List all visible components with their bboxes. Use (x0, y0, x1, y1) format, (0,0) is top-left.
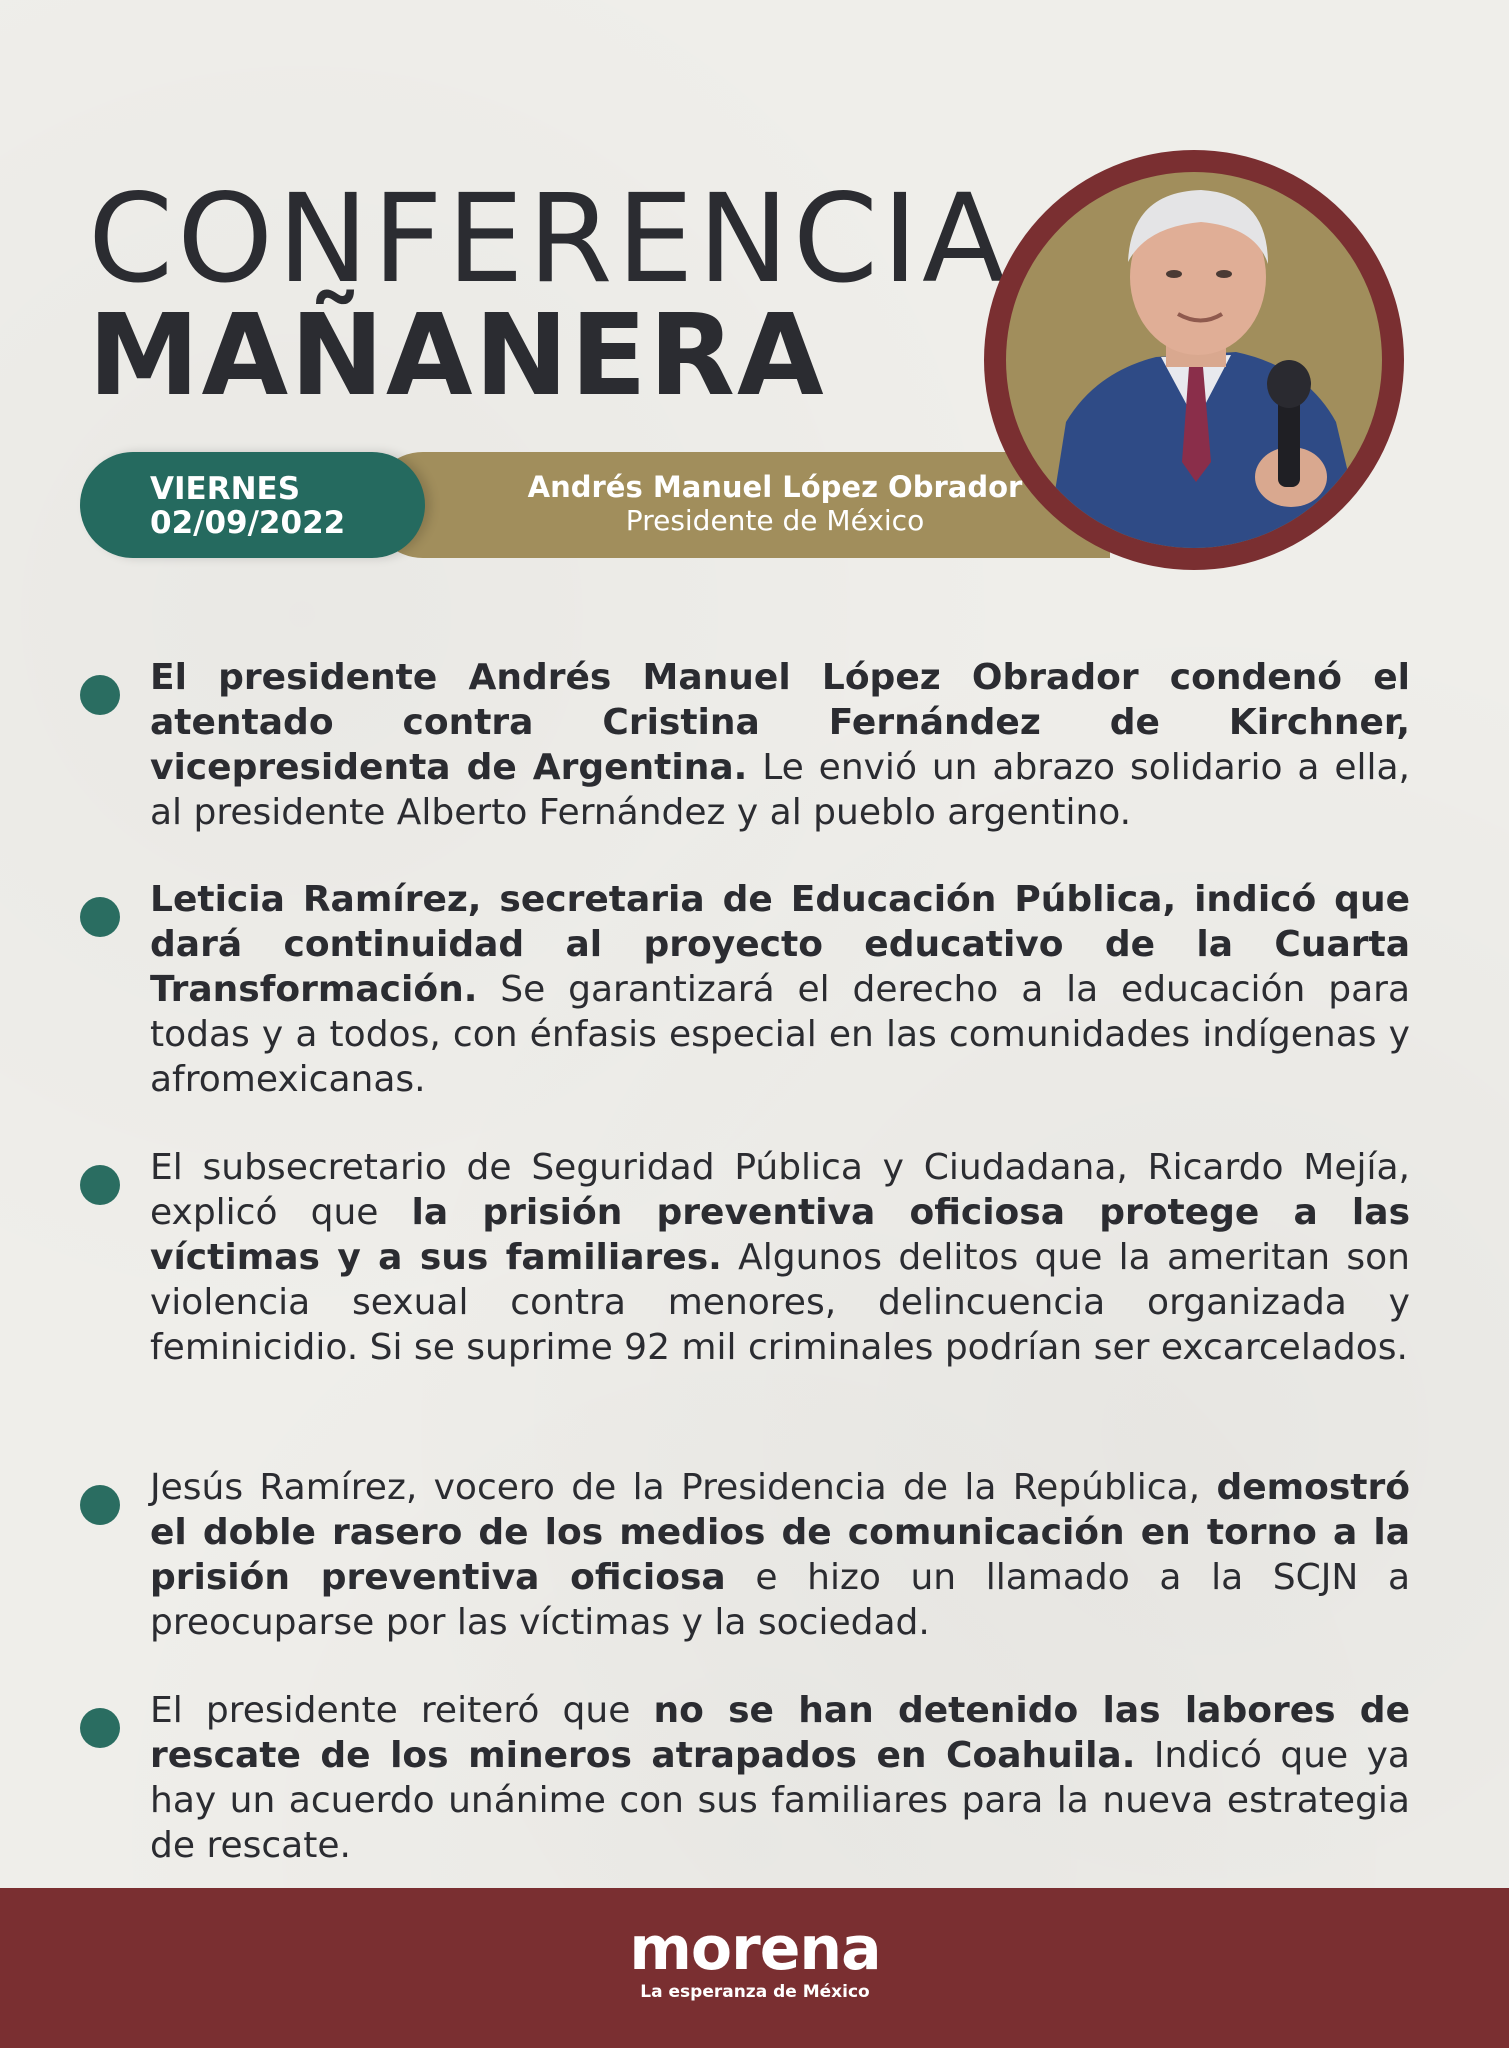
item-lead: El subsecretario de Seguridad Pública y Ciudadana, Ricardo Mejía, explicó que (150, 1147, 1410, 1233)
morena-logo (620, 1914, 890, 2002)
item-bold: El presidente Andrés Manuel López Obrador condenó el atentado contra Cristina Fernández de Kirchner, vicepresidenta de Argentina. (150, 657, 1410, 788)
item-bold: la prisión preventiva oficiosa protege a las víctimas y a sus familiares. (150, 1192, 1410, 1278)
date-day: VIERNES (150, 471, 301, 507)
bullet-dot (80, 1165, 120, 1205)
item-lead: Jesús Ramírez, vocero de la Presidencia de la República, (150, 1467, 1217, 1508)
speaker-role: Presidente de México (625, 504, 925, 537)
item-text (150, 1688, 1410, 1868)
item-text (150, 655, 1410, 835)
date-badge (80, 452, 425, 558)
speaker-info (440, 470, 1110, 538)
bullet-dot (80, 675, 120, 715)
info-band (80, 452, 1140, 558)
person-illustration (1006, 172, 1382, 548)
item-body: Le envió un abrazo solidario a ella, al presidente Alberto Fernández y al pueblo argentino. (150, 747, 1410, 833)
item-bold: no se han detenido las labores de rescate de los mineros atrapados en Coahuila. (150, 1690, 1410, 1776)
date-value: 02/09/2022 (150, 505, 346, 541)
item-body: Indicó que ya hay un acuerdo unánime con sus familiares para la nueva estrategia de rescate. (150, 1735, 1410, 1866)
item-body: Algunos delitos que la ameritan son violencia sexual contra menores, delincuencia organizada y feminicidio. Si se suprime 92 mil criminales podrían ser excarcelados. (150, 1237, 1410, 1368)
bullet-dot (80, 1708, 120, 1748)
item-bold: Leticia Ramírez, secretaria de Educación Pública, indicó que dará continuidad al proyecto educativo de la Cuarta Transformación. (150, 879, 1410, 1010)
date-text (150, 472, 345, 540)
footer-bar (0, 1888, 1509, 2048)
logo-tagline: La esperanza de México (640, 1982, 870, 2002)
bullet-dot (80, 1485, 120, 1525)
item-body: e hizo un llamado a la SCJN a preocuparse por las víctimas y la sociedad. (150, 1557, 1411, 1643)
item-text (150, 877, 1410, 1102)
logo-word: morena (629, 1914, 881, 1984)
speaker-portrait (984, 150, 1404, 570)
speaker-name: Andrés Manuel López Obrador (527, 470, 1023, 504)
title-conferencia: CONFERENCIA (88, 168, 1010, 310)
item-text (150, 1465, 1410, 1645)
item-body: Se garantizará el derecho a la educación para todas y a todos, con énfasis especial en las comunidades indígenas y afromexicanas. (150, 969, 1410, 1100)
item-bold: demostró el doble rasero de los medios de comunicación en torno a la prisión preventiva oficiosa (150, 1467, 1410, 1598)
item-lead: El presidente reiteró que (150, 1690, 654, 1731)
title-mananera: MAÑANERA (88, 291, 826, 421)
bullet-dot (80, 897, 120, 937)
portrait-photo (1006, 172, 1382, 548)
item-text (150, 1145, 1410, 1370)
